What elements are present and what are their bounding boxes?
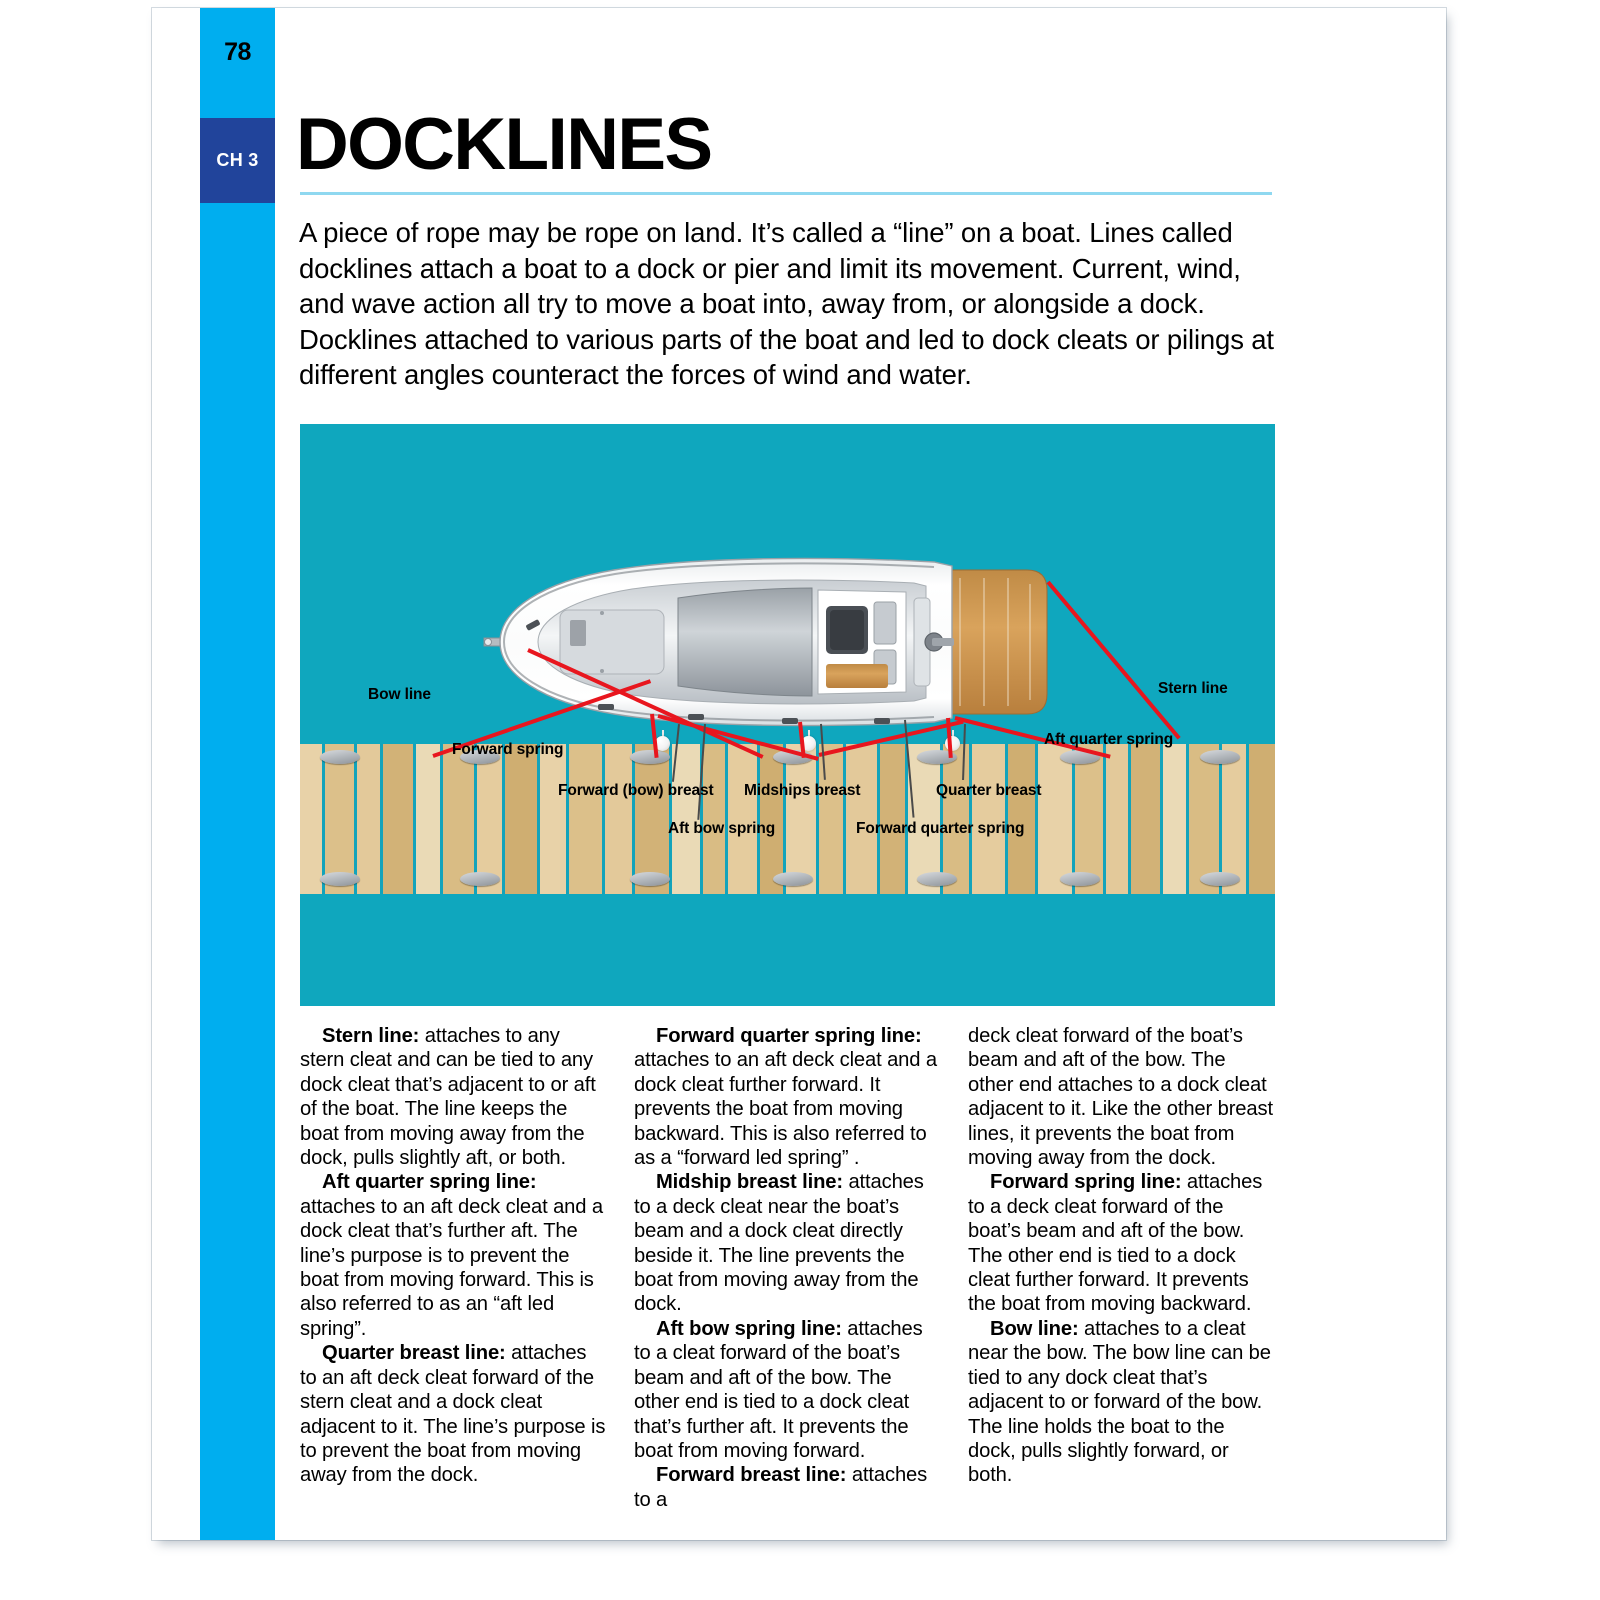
dock-plank	[1131, 744, 1160, 894]
figure-label-stern-line: Stern line	[1158, 680, 1228, 697]
figure-label-forward-bow-breast: Forward (bow) breast	[558, 782, 714, 799]
dock-cleat	[630, 750, 670, 764]
chapter-rail	[200, 8, 275, 1540]
dock-plank	[300, 744, 322, 894]
dock-plank	[443, 744, 474, 894]
intro-paragraph: A piece of rope may be rope on land. It’s called a “line” on a boat. Lines called docklines attach a boat to a dock or pier and limit its movement. Current, wind, and wave action all try to move a boat into, away from, or alongside a dock. Docklines attached to various parts of the boat and led to dock cleats or pilings at different angles counteract the forces of wind and water.	[299, 217, 1274, 390]
entry-body: attaches to a cleat near the bow. The bow line can be tied to any dock cleat that’s adjacent to or forward of the bow. The line holds the boat to the dock, pulls slightly forward, or both.	[968, 1317, 1271, 1487]
dock-plank	[880, 744, 905, 894]
entry-term: Midship breast line:	[656, 1171, 843, 1194]
entry-forward-spring-line	[968, 1170, 1275, 1316]
dock-plank	[569, 744, 602, 894]
dock-plank	[416, 744, 440, 894]
figure-label-forward-quarter-spring: Forward quarter spring	[856, 820, 1025, 837]
dock-plank	[383, 744, 413, 894]
dock-plank	[943, 744, 969, 894]
entry-term: Aft bow spring line:	[656, 1317, 842, 1340]
body-column-3	[968, 1024, 1275, 1512]
figure-label-bow-line: Bow line	[368, 686, 431, 703]
dock-plank	[1008, 744, 1035, 894]
page-title: DOCKLINES	[296, 104, 712, 185]
dock-plank	[728, 744, 757, 894]
dock-cleat	[460, 872, 500, 886]
dock-cleat	[1200, 872, 1240, 886]
figure-label-quarter-breast: Quarter breast	[936, 782, 1042, 799]
dock-plank	[703, 744, 725, 894]
dock-plank	[605, 744, 632, 894]
entry-term: Quarter breast line:	[322, 1342, 506, 1365]
entry-term: Stern line:	[322, 1025, 420, 1047]
rope-stern-line	[1046, 581, 1180, 740]
entry-body: attaches to an aft deck cleat and a dock cleat that’s further aft. The line’s purpose is to prevent the boat from moving forward. This is also referred to as an “aft led spring”.	[300, 1195, 603, 1340]
entry-term: Bow line:	[990, 1317, 1079, 1340]
dock-plank	[672, 744, 700, 894]
entry-body: attaches to a deck cleat forward of the boat’s beam and aft of the bow. The other end is tied to a dock cleat further forward. It prevents the boat from moving backward.	[968, 1171, 1263, 1316]
dock-plank	[846, 744, 877, 894]
dock-plank	[357, 744, 380, 894]
body-column-1	[300, 1024, 607, 1512]
entry-body: attaches to an aft deck cleat and a dock cleat further forward. It prevents the boat from moving backward. This is also referred to as a “forward led spring” .	[634, 1049, 937, 1170]
entry-forward-breast-line-continued	[968, 1024, 1275, 1170]
title-divider	[300, 192, 1272, 195]
dock-cleat	[320, 872, 360, 886]
dock-cleat	[320, 750, 360, 764]
figure-label-forward-spring: Forward spring	[452, 741, 564, 758]
entry-aft-quarter-spring-line	[300, 1170, 607, 1341]
body-columns	[300, 1024, 1276, 1512]
entry-forward-breast-line	[634, 1463, 941, 1512]
entry-term: Forward quarter spring line:	[656, 1025, 922, 1047]
body-column-2	[634, 1024, 941, 1512]
entry-term: Forward breast line:	[656, 1464, 847, 1487]
dock-cleat	[1200, 750, 1240, 764]
dock-planking	[300, 744, 1275, 894]
boat-illustration	[482, 552, 1060, 732]
entry-body: attaches to an aft deck cleat forward of the stern cleat and a dock cleat adjacent to it. The line’s purpose is to prevent the boat from moving away from the dock.	[300, 1342, 606, 1487]
figure-label-aft-quarter-spring: Aft quarter spring	[1044, 731, 1174, 748]
dock-cleat	[917, 872, 957, 886]
dock-plank	[760, 744, 783, 894]
dockline-diagram	[300, 424, 1275, 1006]
entry-midship-breast-line	[634, 1170, 941, 1316]
entry-stern-line	[300, 1024, 607, 1170]
entry-body: attaches to a	[634, 1464, 928, 1511]
dock-plank	[1249, 744, 1275, 894]
entry-quarter-breast-line	[300, 1341, 607, 1487]
dock-cleat	[1060, 872, 1100, 886]
entry-term: Aft quarter spring line:	[322, 1171, 537, 1194]
dock-plank	[505, 744, 537, 894]
dock-plank	[972, 744, 1005, 894]
chapter-tab: CH 3	[200, 118, 275, 203]
entry-body: deck cleat forward of the boat’s beam and aft of the bow. The other end attaches to a dock cleat adjacent to it. Like the other breast lines, it prevents the boat from moving away from the dock.	[968, 1025, 1273, 1170]
entry-body: attaches to a cleat forward of the boat’s beam and aft of the bow. The other end is tied to a dock cleat that’s further aft. It prevents the boat from moving forward.	[634, 1317, 923, 1462]
entry-body: attaches to a deck cleat near the boat’s beam and a dock cleat directly beside it. The line prevents the boat from moving away from the dock.	[634, 1171, 924, 1316]
dock-plank	[1106, 744, 1128, 894]
figure-label-midships-breast: Midships breast	[744, 782, 861, 799]
dock-plank	[1163, 744, 1186, 894]
boat-hull-svg	[482, 552, 1060, 732]
dock-plank	[540, 744, 566, 894]
figure-label-aft-bow-spring: Aft bow spring	[668, 820, 776, 837]
dock-cleat	[630, 872, 670, 886]
dock-plank	[1038, 744, 1072, 894]
entry-term: Forward spring line:	[990, 1171, 1182, 1194]
entry-body: attaches to any stern cleat and can be tied to any dock cleat that’s adjacent to or aft of the boat. The line keeps the boat from moving away from the dock, pulls slightly aft, or both.	[300, 1025, 596, 1170]
entry-forward-quarter-spring-line	[634, 1024, 941, 1170]
page-number: 78	[224, 38, 251, 66]
dock-cleat	[773, 872, 813, 886]
entry-aft-bow-spring-line	[634, 1317, 941, 1463]
entry-bow-line	[968, 1317, 1275, 1488]
